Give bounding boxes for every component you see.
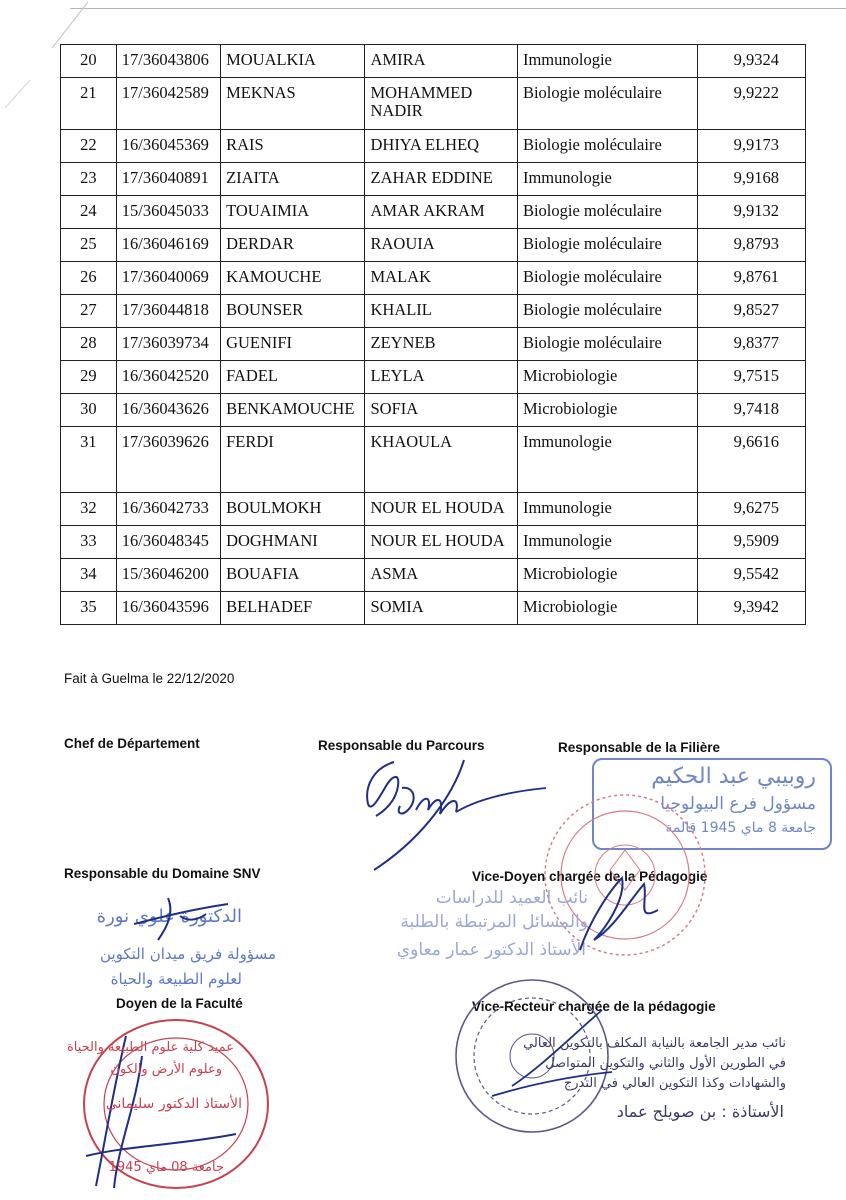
table-row (61, 262, 806, 295)
last-name-cell: TOUAIMIA (221, 196, 365, 229)
average-cell: 9,9168 (697, 163, 806, 196)
table-row (61, 78, 806, 130)
specialty-cell: Immunologie (517, 163, 697, 196)
matricule-cell: 16/36048345 (116, 526, 220, 559)
filiere-stamp-univ: جامعة 8 ماي 1945 قالمة (665, 820, 816, 836)
last-name-cell: BOUNSER (221, 295, 365, 328)
average-cell: 9,8761 (697, 262, 806, 295)
last-name-cell: KAMOUCHE (221, 262, 365, 295)
first-name-cell: RAOUIA (365, 229, 517, 262)
first-name-cell: AMAR AKRAM (365, 196, 517, 229)
vice-doyen-stamp-line2: والمسائل المرتبطة بالطلبة (400, 912, 588, 932)
row-number-cell: 30 (61, 394, 117, 427)
row-number-cell: 29 (61, 361, 117, 394)
average-cell: 9,7418 (697, 394, 806, 427)
specialty-cell: Immunologie (517, 493, 697, 526)
first-name-cell: NOUR EL HOUDA (365, 493, 517, 526)
matricule-cell: 17/36039734 (116, 328, 220, 361)
average-cell: 9,9324 (697, 45, 806, 78)
row-number-cell: 32 (61, 493, 117, 526)
average-cell: 9,8527 (697, 295, 806, 328)
row-number-cell: 21 (61, 78, 117, 130)
last-name-cell: BENKAMOUCHE (221, 394, 365, 427)
specialty-cell: Biologie moléculaire (517, 262, 697, 295)
table-row (61, 361, 806, 394)
table-row (61, 328, 806, 361)
matricule-cell: 16/36045369 (116, 130, 220, 163)
matricule-cell: 16/36043626 (116, 394, 220, 427)
specialty-cell: Immunologie (517, 45, 697, 78)
vice-recteur-stamp-line3: والشهادات وكذا التكوين العالي في التدرج (563, 1076, 786, 1091)
last-name-cell: FERDI (221, 427, 365, 493)
row-number-cell: 26 (61, 262, 117, 295)
specialty-cell: Microbiologie (517, 559, 697, 592)
average-cell: 9,8377 (697, 328, 806, 361)
matricule-cell: 15/36045033 (116, 196, 220, 229)
row-number-cell: 27 (61, 295, 117, 328)
row-number-cell: 22 (61, 130, 117, 163)
chef-departement-label: Chef de Département (64, 736, 200, 751)
last-name-cell: BOUAFIA (221, 559, 365, 592)
average-cell: 9,5909 (697, 526, 806, 559)
vice-recteur-stamp-name: الأستاذة : بن صويلح عماد (616, 1102, 784, 1121)
average-cell: 9,6616 (697, 427, 806, 493)
matricule-cell: 16/36042733 (116, 493, 220, 526)
matricule-cell: 16/36043596 (116, 592, 220, 625)
specialty-cell: Biologie moléculaire (517, 229, 697, 262)
table-row (61, 394, 806, 427)
row-number-cell: 24 (61, 196, 117, 229)
matricule-cell: 16/36046169 (116, 229, 220, 262)
row-number-cell: 23 (61, 163, 117, 196)
responsable-filiere-label: Responsable de la Filière (558, 740, 721, 755)
filiere-stamp-name: روبيبي عبد الحكيم (651, 764, 816, 789)
vice-recteur-stamp-line2: في الطورين الأول والثاني والتكوين المتواصل (545, 1056, 786, 1071)
domaine-stamp-title: مسؤولة فريق ميدان التكوين (100, 945, 276, 963)
average-cell: 9,8793 (697, 229, 806, 262)
last-name-cell: GUENIFI (221, 328, 365, 361)
first-name-cell: ZEYNEB (365, 328, 517, 361)
doyen-label: Doyen de la Faculté (116, 996, 243, 1011)
last-name-cell: ZIAITA (221, 163, 365, 196)
first-name-cell: SOMIA (365, 592, 517, 625)
row-number-cell: 33 (61, 526, 117, 559)
domaine-signature (128, 894, 238, 944)
vice-recteur-label: Vice-Recteur chargée de la pédagogie (472, 999, 716, 1014)
last-name-cell: MEKNAS (221, 78, 365, 130)
matricule-cell: 17/36040891 (116, 163, 220, 196)
specialty-cell: Biologie moléculaire (517, 328, 697, 361)
first-name-cell: LEYLA (365, 361, 517, 394)
table-row (61, 229, 806, 262)
first-name-cell: MOHAMMED NADIR (365, 78, 517, 130)
first-name-cell: ASMA (365, 559, 517, 592)
last-name-cell: RAIS (221, 130, 365, 163)
top-edge-line (70, 8, 846, 9)
vice-doyen-stamp-name: الأستاذ الدكتور عمار معاوي (396, 940, 586, 960)
last-name-cell: FADEL (221, 361, 365, 394)
row-number-cell: 25 (61, 229, 117, 262)
matricule-cell: 17/36044818 (116, 295, 220, 328)
row-number-cell: 28 (61, 328, 117, 361)
row-number-cell: 35 (61, 592, 117, 625)
first-name-cell: AMIRA (365, 45, 517, 78)
table-row (61, 427, 806, 493)
average-cell: 9,9173 (697, 130, 806, 163)
average-cell: 9,9222 (697, 78, 806, 130)
specialty-cell: Microbiologie (517, 592, 697, 625)
vice-doyen-label: Vice-Doyen chargée de la Pédagogie (472, 869, 708, 884)
matricule-cell: 15/36046200 (116, 559, 220, 592)
average-cell: 9,7515 (697, 361, 806, 394)
specialty-cell: Microbiologie (517, 394, 697, 427)
first-name-cell: MALAK (365, 262, 517, 295)
average-cell: 9,5542 (697, 559, 806, 592)
last-name-cell: DERDAR (221, 229, 365, 262)
last-name-cell: BOULMOKH (221, 493, 365, 526)
table-body (61, 45, 806, 625)
average-cell: 9,6275 (697, 493, 806, 526)
specialty-cell: Immunologie (517, 526, 697, 559)
vice-doyen-signature (560, 870, 670, 960)
first-name-cell: ZAHAR EDDINE (365, 163, 517, 196)
average-cell: 9,3942 (697, 592, 806, 625)
table-row (61, 493, 806, 526)
domaine-stamp-field: لعلوم الطبيعة والحياة (110, 970, 242, 988)
responsable-parcours-label: Responsable du Parcours (318, 738, 485, 753)
place-date: Fait à Guelma le 22/12/2020 (64, 671, 235, 686)
doyen-stamp-line1: عميد كلية علوم الطبيعة والحياة (66, 1040, 234, 1055)
row-number-cell: 31 (61, 427, 117, 493)
first-name-cell: KHAOULA (365, 427, 517, 493)
vice-doyen-stamp-line1: نائب العميد للدراسات (435, 888, 588, 908)
matricule-cell: 16/36042520 (116, 361, 220, 394)
table-row (61, 592, 806, 625)
matricule-cell: 17/36042589 (116, 78, 220, 130)
first-name-cell: DHIYA ELHEQ (365, 130, 517, 163)
last-name-cell: BELHADEF (221, 592, 365, 625)
row-number-cell: 34 (61, 559, 117, 592)
doyen-stamp-line2: وعلوم الأرض والكون (110, 1062, 222, 1077)
matricule-cell: 17/36040069 (116, 262, 220, 295)
table-row (61, 295, 806, 328)
parcours-signature (356, 752, 556, 874)
specialty-cell: Biologie moléculaire (517, 78, 697, 130)
specialty-cell: Immunologie (517, 427, 697, 493)
domaine-stamp-name: الدكتورة علوي نورة (96, 906, 242, 927)
first-name-cell: KHALIL (365, 295, 517, 328)
last-name-cell: DOGHMANI (221, 526, 365, 559)
specialty-cell: Biologie moléculaire (517, 130, 697, 163)
vice-recteur-stamp-line1: نائب مدير الجامعة بالنيابة المكلف بالتكوين العالي (523, 1036, 786, 1051)
table-row (61, 163, 806, 196)
first-name-cell: NOUR EL HOUDA (365, 526, 517, 559)
filiere-stamp-title: مسؤول فرع البيولوجيا (660, 794, 816, 814)
table-row (61, 196, 806, 229)
average-cell: 9,9132 (697, 196, 806, 229)
table-row (61, 526, 806, 559)
table-row (61, 559, 806, 592)
table-row (61, 45, 806, 78)
doyen-stamp-univ: جامعة 08 ماي 1945 (108, 1160, 224, 1175)
specialty-cell: Biologie moléculaire (517, 295, 697, 328)
specialty-cell: Microbiologie (517, 361, 697, 394)
student-ranking-table (60, 44, 806, 625)
matricule-cell: 17/36043806 (116, 45, 220, 78)
responsable-domaine-label: Responsable du Domaine SNV (64, 866, 261, 881)
last-name-cell: MOUALKIA (221, 45, 365, 78)
doyen-stamp-name: الأستاذ الدكتور سليماني (105, 1096, 242, 1112)
first-name-cell: SOFIA (365, 394, 517, 427)
specialty-cell: Biologie moléculaire (517, 196, 697, 229)
table-row (61, 130, 806, 163)
row-number-cell: 20 (61, 45, 117, 78)
matricule-cell: 17/36039626 (116, 427, 220, 493)
